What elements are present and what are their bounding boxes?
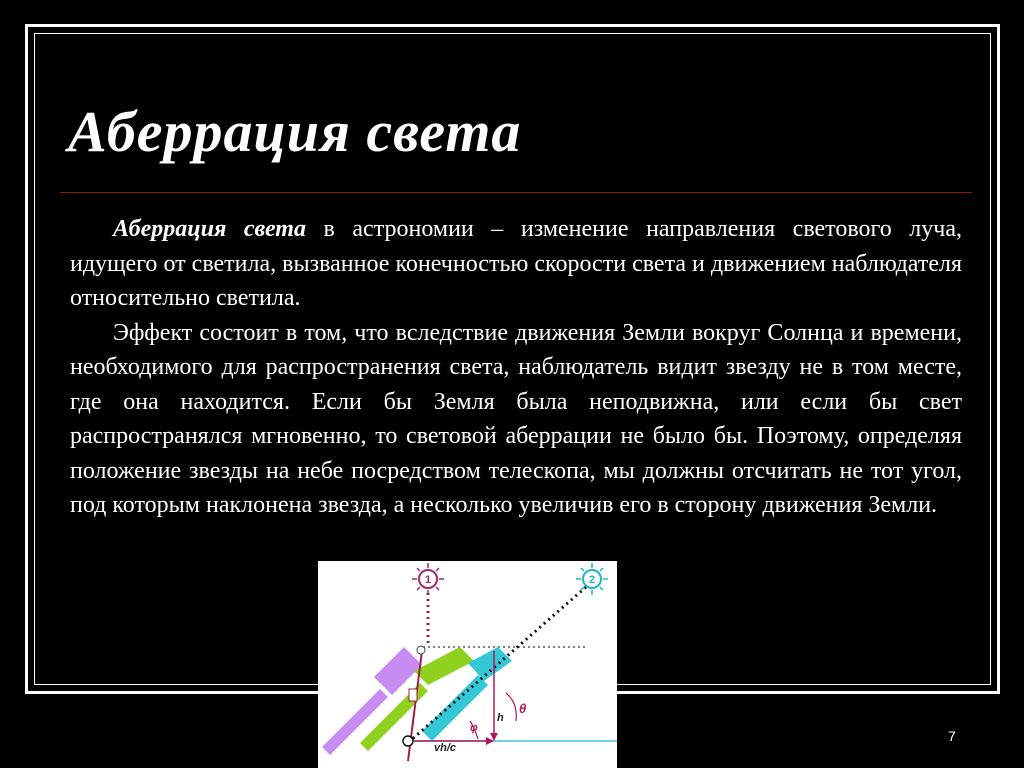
term-aberration: Аберрация света: [113, 216, 306, 242]
star2-label: 2: [588, 574, 596, 586]
paragraph-effect: Эффект состоит в том, что вследствие движения Земли вокруг Солнца и времени, необходимого для распространения света, наблюдатель видит звезду не в том месте, где она находится. Если бы Земля была неподвижна, или если бы свет распространялся мгновенно, то световой аберрации не было бы. Поэтому, определяя положение звезды на небе посредством телескопа, мы должны отсчитать не тот угол, под которым наклонена звезда, а несколько увеличив его в сторону движения Земли.: [70, 319, 962, 518]
slide-body: [70, 212, 962, 523]
aberration-diagram: [318, 561, 617, 768]
title-divider: [60, 192, 972, 193]
vhc-label: vh/c: [434, 742, 457, 754]
definition-text: в астрономии – изменение направления светового луча, идущего от светила, вызванное конечностью скорости света и движением наблюдателя относительно светила.: [70, 216, 962, 311]
aberration-diagram-svg: [318, 561, 617, 768]
phi-label: φ: [470, 722, 478, 734]
slide-title: Аберрация света: [68, 99, 522, 164]
star1-label: 1: [424, 574, 432, 586]
page-number: 7: [948, 728, 956, 744]
ray-top-node: [417, 646, 425, 654]
h-label: h: [497, 712, 504, 724]
paragraph-definition: [70, 212, 962, 316]
theta-arc: [506, 693, 516, 721]
ray-marker: [409, 689, 417, 701]
observer-point: [403, 736, 413, 746]
theta-label: θ: [519, 701, 527, 716]
